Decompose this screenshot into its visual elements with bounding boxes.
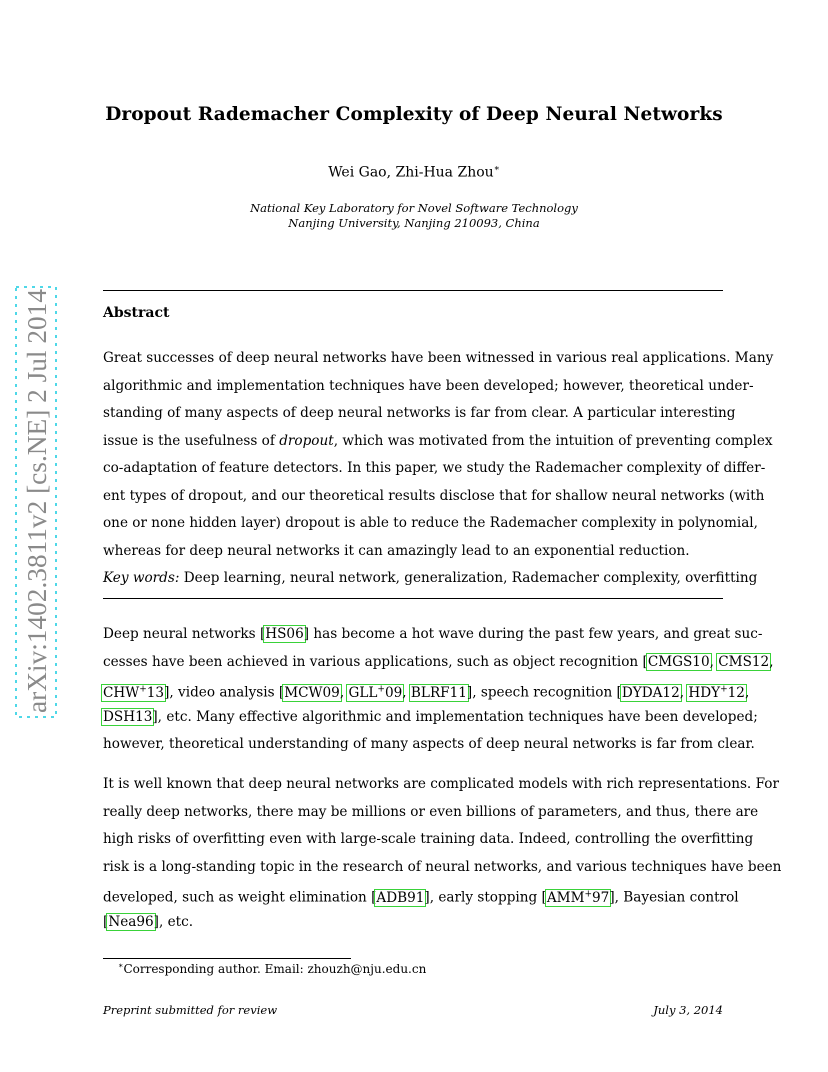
citation-link[interactable]: HS06 (265, 626, 304, 642)
body-line (103, 881, 739, 909)
body-text: ], speech recognition [ (466, 684, 622, 701)
arxiv-stamp (12, 285, 58, 719)
footer-date: July 3, 2014 (653, 1003, 723, 1017)
citation-link[interactable] (101, 684, 166, 702)
citation-text: GLL (348, 684, 378, 701)
body-line (103, 909, 723, 937)
abstract-text: , which was motivated from the intuition of preventing complex (333, 432, 773, 449)
citation-link[interactable] (545, 889, 612, 907)
body-line: risk is a long-standing topic in the research of neural networks, and various techniques have been (103, 858, 782, 875)
abstract-emphasis: dropout (279, 432, 334, 449)
body-text: ] has become a hot wave during the past few years, and great suc- (303, 626, 763, 642)
citation-text: 97 (592, 889, 610, 906)
citation-link[interactable]: ADB91 (376, 889, 425, 906)
citation-text: 12 (727, 684, 745, 701)
citation-sup: + (139, 684, 147, 694)
affiliation-line-2: Nanjing University, Nanjing 210093, China (288, 216, 540, 230)
paper-title: Dropout Rademacher Complexity of Deep Neural Networks (105, 104, 723, 125)
body-text: , (679, 684, 689, 701)
author-names: Wei Gao, Zhi-Hua Zhou (328, 164, 494, 181)
citation-link[interactable]: CMS12 (718, 653, 770, 670)
citation-link[interactable]: CMGS10 (647, 653, 710, 670)
abstract-line: whereas for deep neural networks it can amazingly lead to an exponential reduction. (103, 542, 690, 559)
body-line (103, 676, 750, 704)
footnote (118, 961, 426, 976)
abstract-line: Great successes of deep neural networks have been witnessed in various real applications. Many (103, 350, 774, 366)
keywords-text: Deep learning, neural network, generalization, Rademacher complexity, overfitting (183, 570, 758, 586)
arxiv-stamp-graphic (12, 285, 58, 719)
citation-sup: + (377, 684, 385, 694)
body-text: , (744, 684, 750, 701)
body-line: It is well known that deep neural networks are complicated models with rich representations. For (103, 776, 779, 792)
intro-paragraph-1 (103, 621, 774, 759)
body-text: ], early stopping [ (424, 889, 547, 906)
footer-preprint-note: Preprint submitted for review (103, 1003, 278, 1017)
author-line (0, 164, 828, 181)
footnote-text: Corresponding author. Email: zhouzh@nju.edu.cn (123, 962, 427, 976)
body-line: high risks of overfitting even with large-scale training data. Indeed, controlling the overfitting (103, 831, 754, 847)
body-text: ], etc. Many effective algorithmic and implementation techniques have been developed; (152, 708, 758, 725)
body-line (103, 649, 774, 677)
body-text: , (769, 653, 774, 670)
citation-text: CHW (103, 684, 140, 701)
body-line (103, 704, 758, 732)
citation-sup: + (584, 889, 593, 899)
footnote-mark: ∗ (118, 961, 124, 970)
abstract-text: issue is the usefulness of (103, 432, 275, 449)
body-line (103, 621, 763, 649)
abstract-line: standing of many aspects of deep neural networks is far from clear. A particular interesting (103, 405, 736, 421)
intro-paragraph-2 (103, 771, 782, 936)
citation-link[interactable]: MCW09 (284, 684, 340, 701)
abstract-top-rule (103, 290, 723, 291)
citation-sup: + (720, 684, 728, 694)
abstract-line: algorithmic and implementation techniques have been developed; however, theoretical under- (103, 377, 754, 394)
affiliation (0, 201, 828, 231)
corresponding-author-mark: ∗ (493, 164, 500, 174)
abstract-heading: Abstract (103, 305, 170, 321)
body-text: Deep neural networks [ (103, 626, 266, 642)
body-text: cesses have been achieved in various applications, such as object recognition [ (103, 653, 648, 670)
affiliation-line-1: National Key Laboratory for Novel Software Technology (250, 201, 578, 215)
abstract-line: ent types of dropout, and our theoretical results disclose that for shallow neural networks (with (103, 487, 765, 504)
citation-link[interactable] (346, 684, 404, 702)
citation-link[interactable]: Nea96 (108, 913, 154, 930)
keywords-line (103, 565, 758, 593)
body-text: , (339, 684, 349, 701)
abstract-line: co-adaptation of feature detectors. In this paper, we study the Rademacher complexity of differ- (103, 460, 766, 476)
citation-link[interactable]: DSH13 (103, 708, 153, 725)
body-text: ], video analysis [ (164, 684, 285, 701)
body-line: really deep networks, there may be millions or even billions of parameters, and thus, there are (103, 803, 759, 820)
arxiv-stamp-text: arXiv:1402.3811v2 [cs.NE] 2 Jul 2014 (21, 286, 52, 713)
citation-link[interactable]: BLRF11 (410, 684, 467, 701)
abstract-line (103, 428, 773, 456)
body-text: , (402, 684, 411, 701)
citation-link[interactable]: DYDA12 (621, 684, 680, 701)
footnote-rule (103, 958, 351, 959)
citation-link[interactable] (686, 684, 750, 702)
keywords-label: Key words: (103, 570, 180, 586)
body-text: ], Bayesian control (609, 889, 739, 906)
body-line: however, theoretical understanding of many aspects of deep neural networks is far from clear. (103, 736, 755, 752)
citation-text: AMM (546, 889, 585, 906)
citation-text: HDY (688, 684, 721, 701)
abstract-line: one or none hidden layer) dropout is able to reduce the Rademacher complexity in polynomial, (103, 515, 758, 531)
body-text: , (709, 653, 719, 670)
body-text: developed, such as weight elimination [ (103, 889, 377, 906)
body-text: ], etc. (153, 913, 194, 930)
body-text: [ (103, 913, 109, 930)
abstract-bottom-rule (103, 598, 723, 599)
abstract-body (103, 345, 774, 593)
citation-text: 09 (384, 684, 403, 701)
citation-text: 13 (146, 684, 165, 701)
